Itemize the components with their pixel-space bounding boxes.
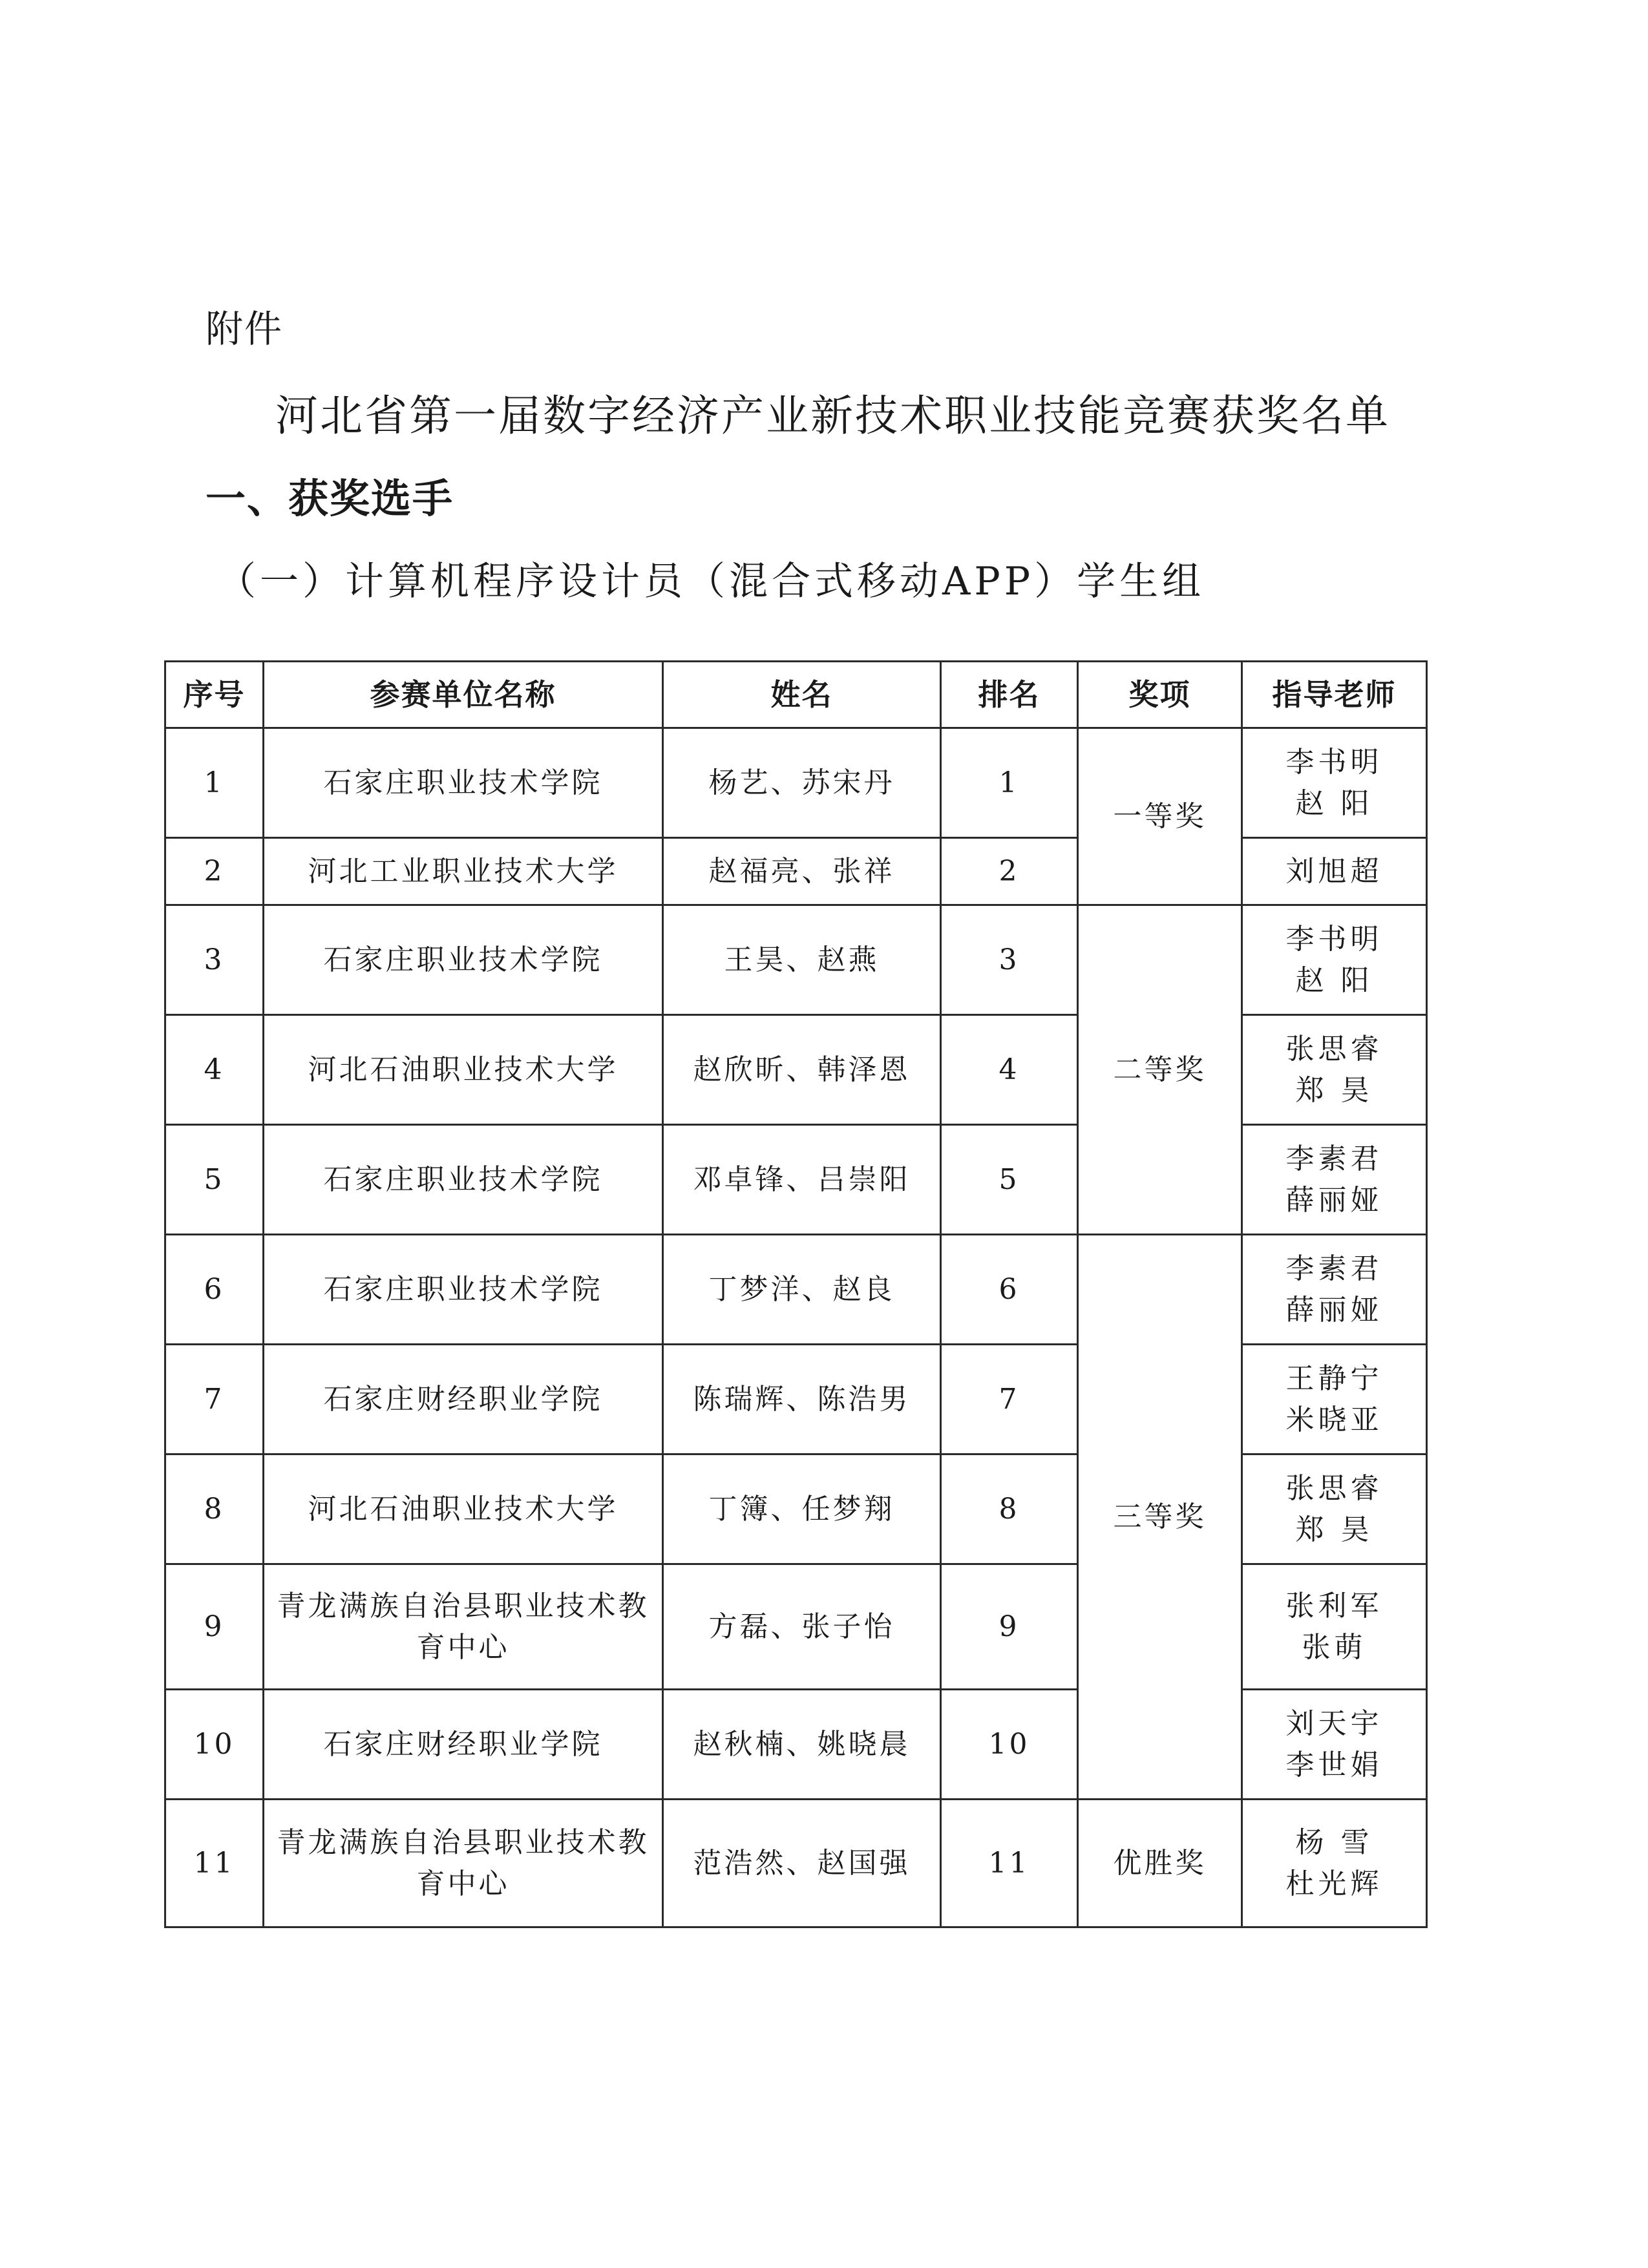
cell-rank: 8 <box>941 1454 1078 1564</box>
teacher-name: 张利军 <box>1285 1589 1383 1622</box>
cell-names: 陈瑞辉、陈浩男 <box>663 1345 941 1454</box>
cell-seq: 1 <box>165 728 264 838</box>
cell-names: 杨艺、苏宋丹 <box>663 728 941 838</box>
cell-names: 丁簿、任梦翔 <box>663 1454 941 1564</box>
table-row <box>165 1235 1427 1345</box>
cell-seq: 4 <box>165 1015 264 1125</box>
cell-seq: 5 <box>165 1125 264 1235</box>
cell-seq: 8 <box>165 1454 264 1564</box>
cell-seq: 9 <box>165 1564 264 1690</box>
cell-teacher <box>1242 1564 1427 1690</box>
cell-unit: 河北工业职业技术大学 <box>264 838 663 905</box>
teacher-name: 张萌 <box>1302 1630 1367 1664</box>
table-header-row <box>165 662 1427 728</box>
header-unit: 参赛单位名称 <box>264 662 663 728</box>
cell-names: 赵福亮、张祥 <box>663 838 941 905</box>
cell-seq: 2 <box>165 838 264 905</box>
teacher-name: 张思睿 <box>1285 1032 1383 1066</box>
cell-names: 方磊、张子怡 <box>663 1564 941 1690</box>
cell-rank: 4 <box>941 1015 1078 1125</box>
teacher-name: 杜光辉 <box>1285 1867 1383 1900</box>
teacher-name: 李书明 <box>1285 922 1383 956</box>
cell-names: 王昊、赵燕 <box>663 905 941 1015</box>
cell-rank: 6 <box>941 1235 1078 1345</box>
teacher-name: 米晓亚 <box>1285 1403 1383 1436</box>
teacher-name: 薛丽娅 <box>1285 1293 1383 1327</box>
cell-seq: 3 <box>165 905 264 1015</box>
cell-rank: 10 <box>941 1690 1078 1800</box>
cell-unit: 石家庄财经职业学院 <box>264 1345 663 1454</box>
cell-rank: 2 <box>941 838 1078 905</box>
teacher-name: 刘天宇 <box>1285 1706 1383 1740</box>
table-body <box>165 728 1427 1927</box>
cell-unit: 石家庄职业技术学院 <box>264 1125 663 1235</box>
subsection-title: （一）计算机程序设计员（混合式移动APP）学生组 <box>217 559 1205 604</box>
teacher-name: 杨 雪 <box>1295 1825 1373 1859</box>
teacher-name: 薛丽娅 <box>1285 1183 1383 1217</box>
table-row <box>165 1800 1427 1927</box>
awards-table <box>164 660 1428 1928</box>
cell-names: 范浩然、赵国强 <box>663 1800 941 1927</box>
cell-rank: 1 <box>941 728 1078 838</box>
header-teacher: 指导老师 <box>1242 662 1427 728</box>
header-award: 奖项 <box>1078 662 1242 728</box>
teacher-name: 李素君 <box>1285 1142 1383 1175</box>
cell-award: 一等奖 <box>1078 728 1242 905</box>
teacher-name: 李素君 <box>1285 1252 1383 1285</box>
cell-award: 优胜奖 <box>1078 1800 1242 1927</box>
cell-rank: 3 <box>941 905 1078 1015</box>
cell-teacher <box>1242 838 1427 905</box>
cell-seq: 11 <box>165 1800 264 1927</box>
header-seq: 序号 <box>165 662 264 728</box>
cell-names: 丁梦洋、赵良 <box>663 1235 941 1345</box>
cell-seq: 7 <box>165 1345 264 1454</box>
teacher-name: 王静宁 <box>1285 1361 1383 1395</box>
attachment-label: 附件 <box>206 307 284 351</box>
table-row <box>165 905 1427 1015</box>
cell-teacher <box>1242 1454 1427 1564</box>
teacher-name: 刘旭超 <box>1285 854 1383 888</box>
header-names: 姓名 <box>663 662 941 728</box>
document-title: 河北省第一届数字经济产业新技术职业技能竞赛获奖名单 <box>275 391 1390 441</box>
teacher-name: 郑 昊 <box>1295 1073 1373 1107</box>
cell-teacher <box>1242 1345 1427 1454</box>
header-rank: 排名 <box>941 662 1078 728</box>
teacher-name: 李书明 <box>1285 745 1383 779</box>
cell-teacher <box>1242 1690 1427 1800</box>
cell-seq: 10 <box>165 1690 264 1800</box>
cell-seq: 6 <box>165 1235 264 1345</box>
cell-unit: 河北石油职业技术大学 <box>264 1454 663 1564</box>
teacher-name: 赵 阳 <box>1295 963 1373 997</box>
section-title: 一、获奖选手 <box>206 475 454 522</box>
cell-unit: 石家庄财经职业学院 <box>264 1690 663 1800</box>
cell-award: 三等奖 <box>1078 1235 1242 1800</box>
cell-teacher <box>1242 905 1427 1015</box>
cell-unit: 石家庄职业技术学院 <box>264 905 663 1015</box>
cell-award: 二等奖 <box>1078 905 1242 1235</box>
cell-teacher <box>1242 1015 1427 1125</box>
cell-names: 邓卓锋、吕崇阳 <box>663 1125 941 1235</box>
table-row <box>165 728 1427 838</box>
cell-unit: 青龙满族自治县职业技术教育中心 <box>264 1800 663 1927</box>
cell-rank: 11 <box>941 1800 1078 1927</box>
teacher-name: 赵 阳 <box>1295 786 1373 820</box>
cell-teacher <box>1242 728 1427 838</box>
cell-unit: 石家庄职业技术学院 <box>264 1235 663 1345</box>
cell-teacher <box>1242 1800 1427 1927</box>
cell-unit: 青龙满族自治县职业技术教育中心 <box>264 1564 663 1690</box>
teacher-name: 李世娟 <box>1285 1748 1383 1781</box>
cell-names: 赵秋楠、姚晓晨 <box>663 1690 941 1800</box>
cell-rank: 9 <box>941 1564 1078 1690</box>
teacher-name: 张思睿 <box>1285 1471 1383 1505</box>
teacher-name: 郑 昊 <box>1295 1513 1373 1546</box>
cell-rank: 5 <box>941 1125 1078 1235</box>
cell-unit: 石家庄职业技术学院 <box>264 728 663 838</box>
cell-teacher <box>1242 1125 1427 1235</box>
cell-unit: 河北石油职业技术大学 <box>264 1015 663 1125</box>
cell-rank: 7 <box>941 1345 1078 1454</box>
cell-teacher <box>1242 1235 1427 1345</box>
cell-names: 赵欣昕、韩泽恩 <box>663 1015 941 1125</box>
